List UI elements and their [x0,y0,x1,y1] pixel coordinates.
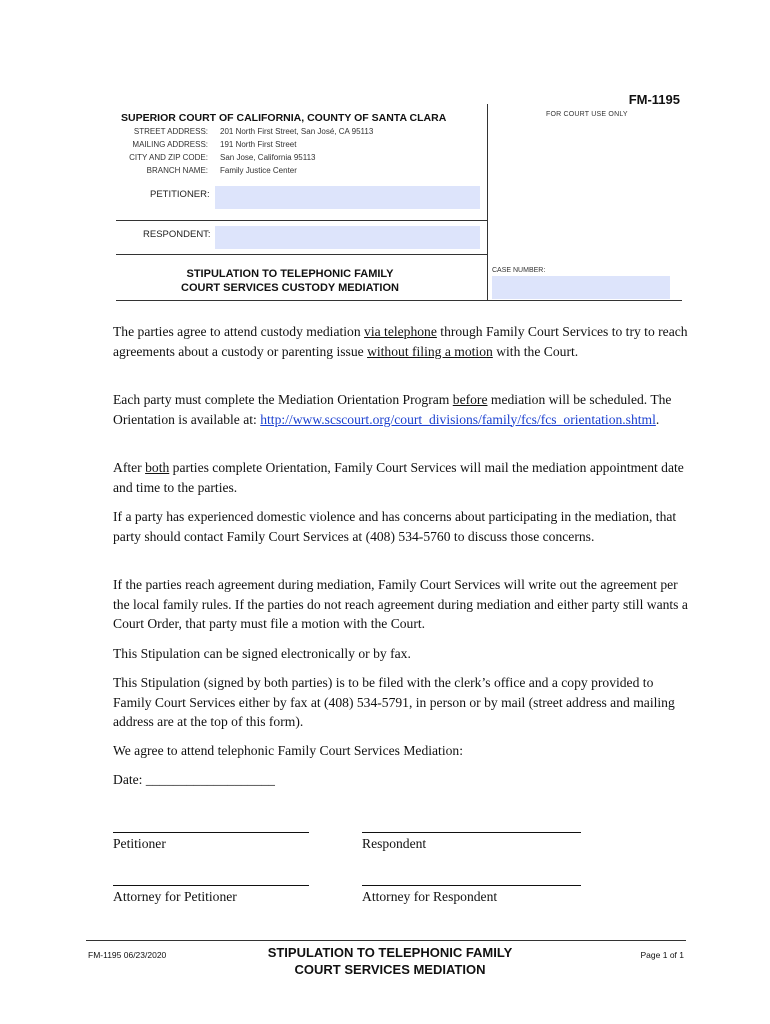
city-zip-label: CITY AND ZIP CODE: [129,153,208,162]
underline-without-motion: without filing a motion [367,343,493,359]
paragraph-mediation-intro: The parties agree to attend custody mediation via telephone through Family Court Services to try to reach agreements about a custody or parenting issue without filing a motion with the Court. [113,324,688,359]
orientation-link[interactable]: http://www.scscourt.org/court_divisions/family/fcs/fcs_orientation.shtml [260,411,656,427]
header-divider-bottom [116,300,682,301]
respondent-signature-line[interactable] [362,832,581,833]
paragraph-after-orientation: After both parties complete Orientation, Family Court Services will mail the mediation appointment date and time to the parties. [113,460,684,495]
paragraph-domestic-violence: If a party has experienced domestic violence and has concerns about participating in the mediation, that party should contact Family Court Services at (408) 534-5760 to discuss those concerns. [113,509,677,544]
form-number: FM-1195 [628,92,680,107]
mailing-address-value: 191 North First Street [220,140,297,149]
underline-both: both [145,460,170,475]
case-number-field[interactable] [492,276,670,299]
attorney-respondent-signature-line[interactable] [362,885,581,886]
street-address-value: 201 North First Street, San José, CA 95113 [220,127,374,136]
form-title [140,267,440,295]
form-title-line1: STIPULATION TO TELEPHONIC FAMILY [186,268,394,280]
paragraph-agree: We agree to attend telephonic Family Court Services Mediation: [113,743,463,758]
court-use-label: FOR COURT USE ONLY [546,111,628,118]
respondent-signature-label: Respondent [362,836,427,851]
branch-name-value: Family Justice Center [220,166,297,175]
respondent-label: RESPONDENT: [143,229,211,240]
case-number-label: CASE NUMBER: [492,267,546,274]
footer-divider [86,940,686,941]
footer-title-line1: STIPULATION TO TELEPHONIC FAMILY [267,945,513,960]
paragraph-orientation: Each party must complete the Mediation Orientation Program before mediation will be scheduled. The Orientation is available at: http://www.scscourt.org/court_divisions/family/fcs/fcs_orientation.shtml. [113,392,672,427]
city-zip-value: San Jose, California 95113 [220,153,316,162]
branch-name-label: BRANCH NAME: [146,166,208,175]
form-title-line2: COURT SERVICES CUSTODY MEDIATION [181,282,399,294]
underline-before: before [452,392,488,407]
street-address-label: STREET ADDRESS: [133,127,208,136]
petitioner-field[interactable] [215,186,480,209]
respondent-field[interactable] [215,226,480,249]
footer-title [220,944,560,978]
date-field[interactable]: Date: ___________________ [113,772,275,787]
page-number: Page 1 of 1 [640,950,684,960]
petitioner-label: PETITIONER: [150,189,210,200]
paragraph-sign-method: This Stipulation can be signed electronically or by fax. [113,646,411,661]
attorney-respondent-label: Attorney for Respondent [362,889,498,904]
mailing-address-label: MAILING ADDRESS: [132,140,208,149]
petitioner-signature-line[interactable] [113,832,309,833]
header-divider-vertical [487,104,488,300]
header-divider-title [116,254,487,255]
header-divider-party [116,220,487,221]
paragraph-agreement: If the parties reach agreement during mediation, Family Court Services will write out the agreement per the local family rules. If the parties do not reach agreement during mediation and either party still wants a Court Order, that party must file a motion with the Court. [113,577,688,631]
footer-title-line2: COURT SERVICES MEDIATION [294,962,486,977]
footer-form-id: FM-1195 06/23/2020 [88,950,167,960]
petitioner-signature-label: Petitioner [113,836,166,851]
attorney-petitioner-signature-line[interactable] [113,885,309,886]
court-name: SUPERIOR COURT OF CALIFORNIA, COUNTY OF SANTA CLARA [121,112,447,124]
underline-via-telephone: via telephone [364,324,437,339]
attorney-petitioner-label: Attorney for Petitioner [113,889,237,904]
paragraph-filing: This Stipulation (signed by both parties) is to be filed with the clerk’s office and a copy provided to Family Court Services either by fax at (408) 534-5791, in person or by mail (street address and mailing address are at the top of this form). [113,675,675,729]
